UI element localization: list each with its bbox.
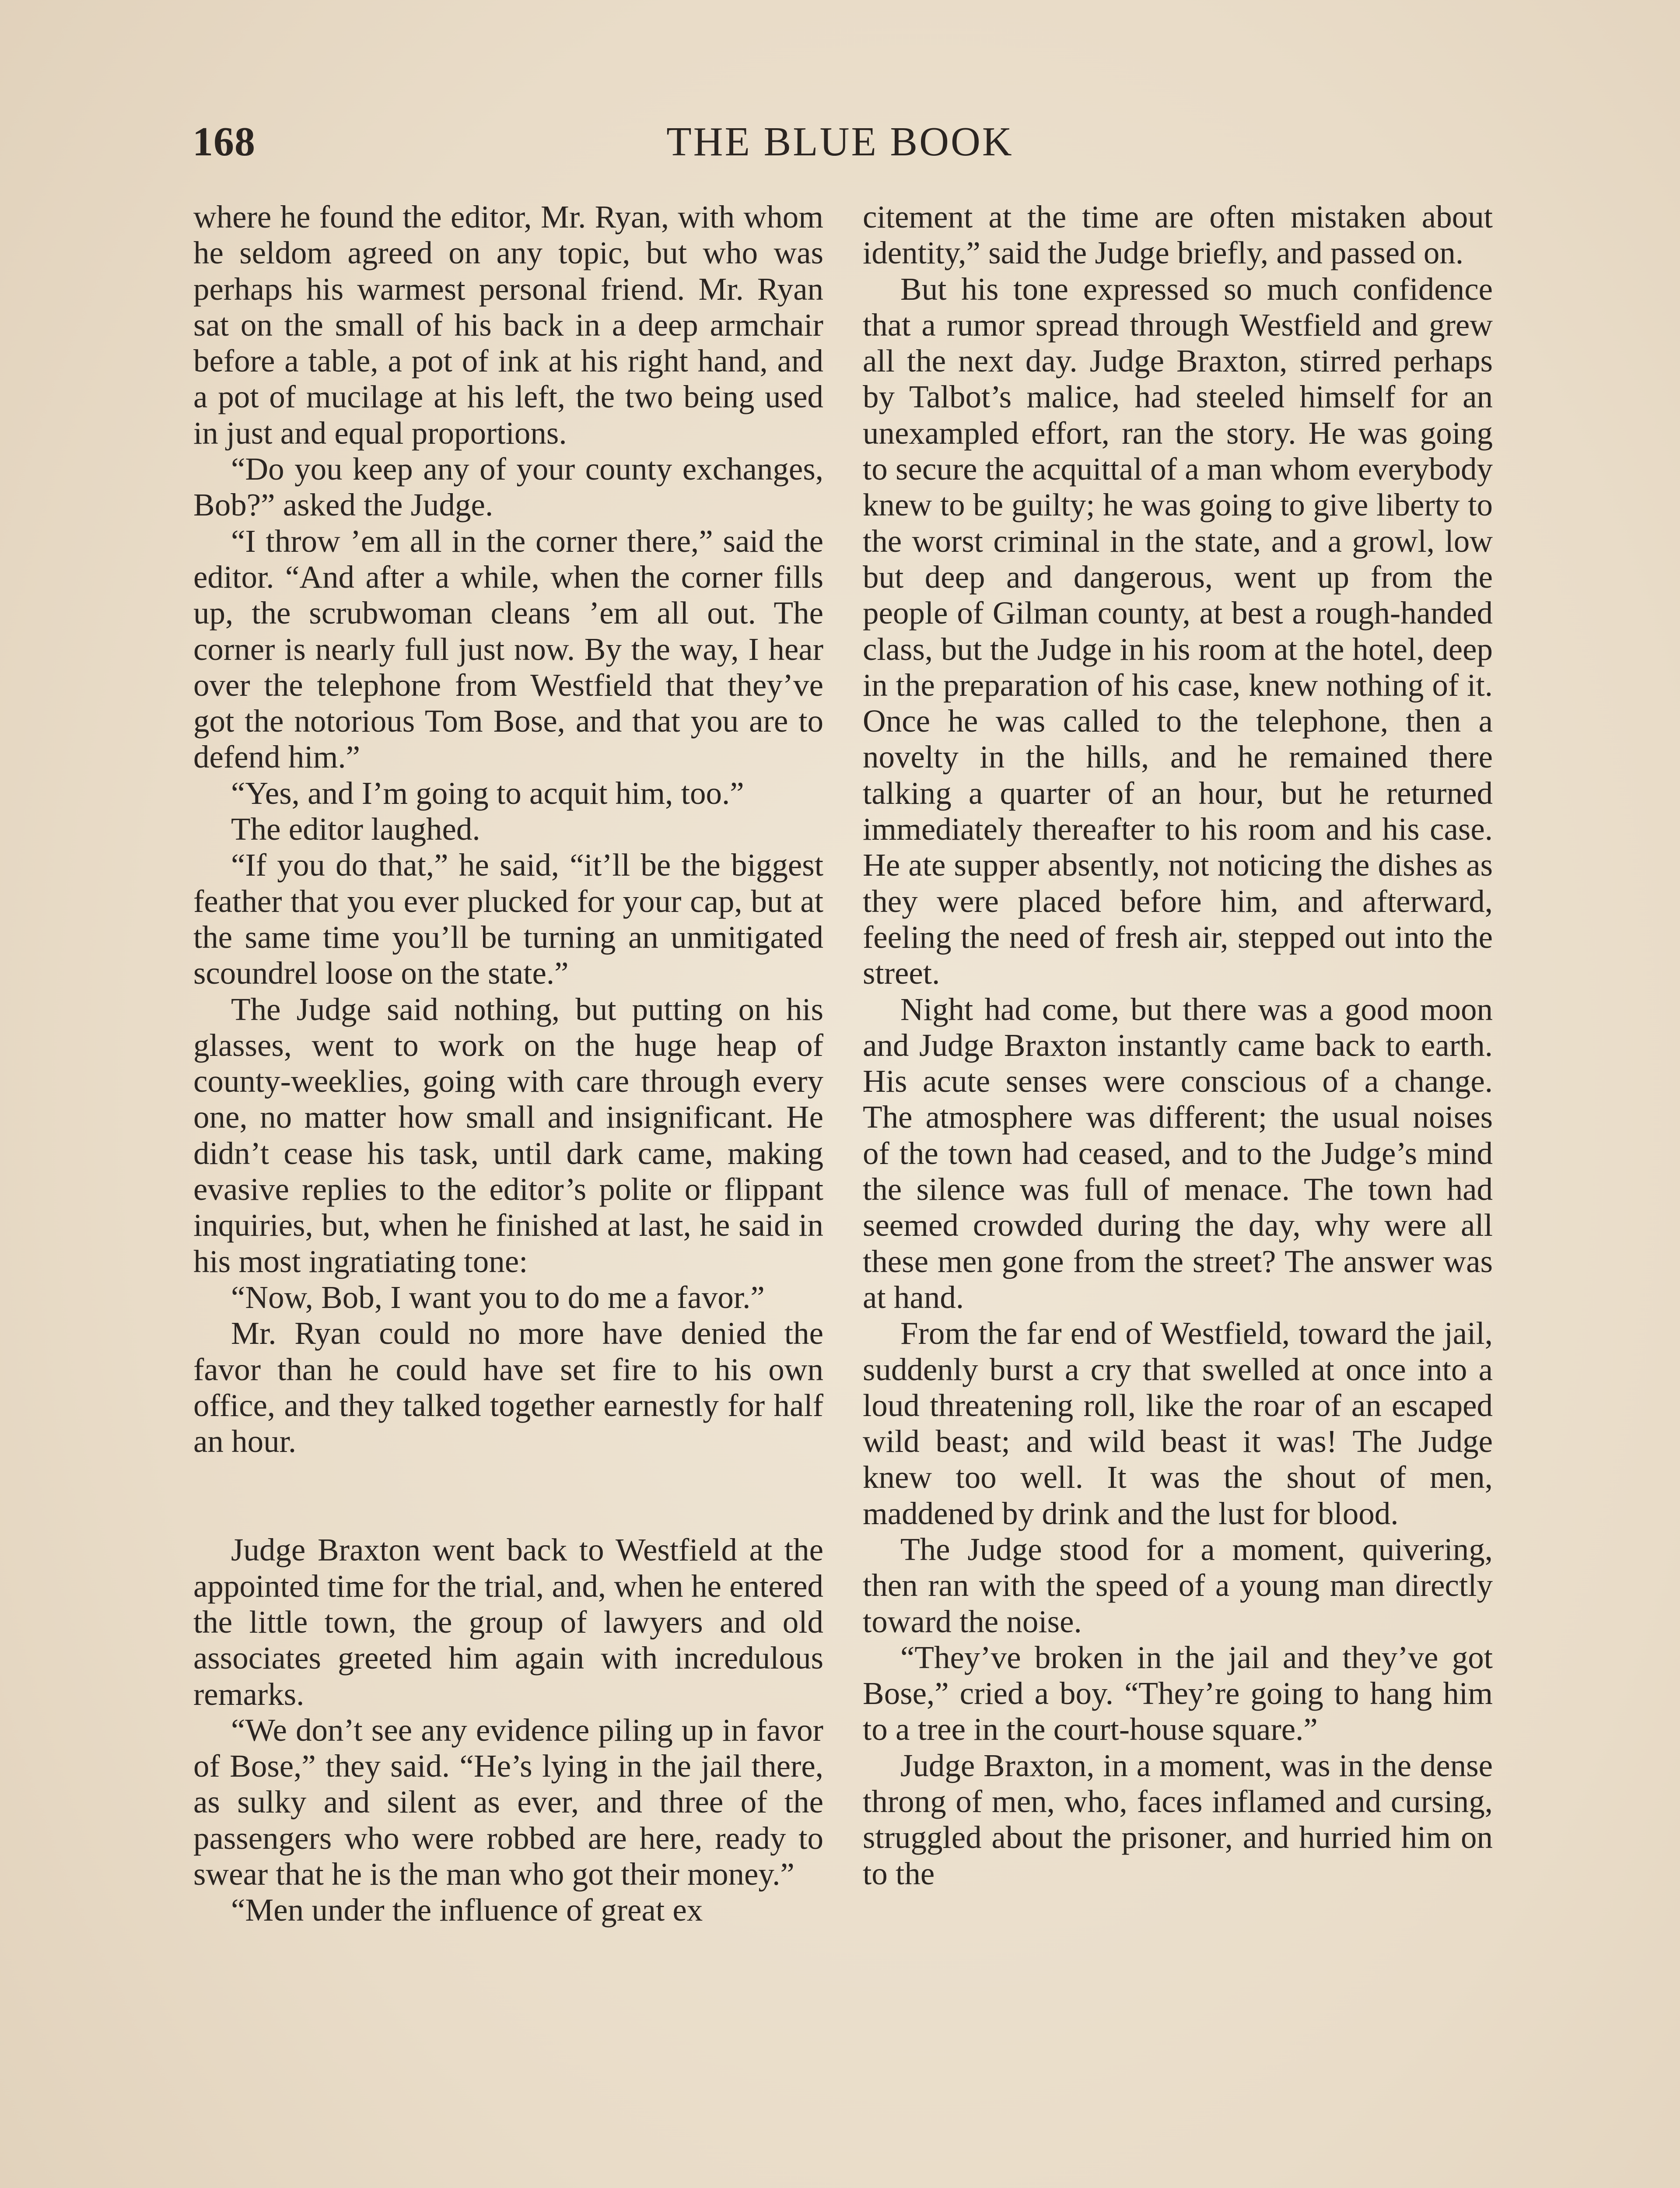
paragraph: The editor laughed.	[231, 811, 480, 847]
right-column	[863, 199, 1493, 1892]
paragraph: “Do you keep any of your county exchanges, Bob?” asked the Judge.	[193, 451, 823, 523]
page-header	[192, 118, 1488, 175]
paragraph: Judge Braxton went back to Westfield at the appointed time for the trial, and, when he entered the little town, the group of lawyers and old associates greeted him again with incredulous remarks.	[193, 1532, 823, 1712]
running-title: THE BLUE BOOK	[666, 119, 1014, 165]
section-break	[193, 1459, 823, 1532]
paragraph: “They’ve broken in the jail and they’ve got Bose,” cried a boy. “They’re going to hang him to a tree in the court-house square.”	[863, 1639, 1493, 1747]
left-column	[193, 199, 823, 1929]
paragraph: citement at the time are often mistaken about identity,” said the Judge briefly, and passed on.	[863, 199, 1493, 271]
paragraph: “Men under the influence of great ex	[231, 1892, 703, 1928]
paragraph: “I throw ’em all in the corner there,” said the editor. “And after a while, when the corner fills up, the scrubwoman cleans ’em all out. The corner is nearly full just now. By the way, I hear over the telephone from Westfield that they’ve got the notorious Tom Bose, and that you are to defend him.”	[193, 523, 823, 775]
paragraph: “We don’t see any evidence piling up in favor of Bose,” they said. “He’s lying in the jail there, as sulky and silent as ever, and three of the passengers who were robbed are here, ready to swear that he is the man who got their money.”	[193, 1712, 823, 1892]
page-number: 168	[192, 119, 256, 165]
paragraph: Night had come, but there was a good moon and Judge Braxton instantly came back to earth. His acute senses were conscious of a change. The atmosphere was different; the usual noises of the town had ceased, and to the Judge’s mind the silence was full of menace. The town had seemed crowded during the day, why were all these men gone from the street? The answer was at hand.	[863, 991, 1493, 1315]
paragraph: The Judge stood for a moment, quivering, then ran with the speed of a young man directly toward the noise.	[863, 1531, 1493, 1639]
paragraph: where he found the editor, Mr. Ryan, with whom he seldom agreed on any topic, but who was perhaps his warmest personal friend. Mr. Ryan sat on the small of his back in a deep armchair before a table, a pot of ink at his right hand, and a pot of mucilage at his left, the two being used in just and equal proportions.	[193, 199, 823, 451]
paragraph: The Judge said nothing, but putting on his glasses, went to work on the huge heap of county-weeklies, going with care through every one, no matter how small and insignificant. He didn’t cease his task, until dark came, making evasive replies to the editor’s polite or flippant inquiries, but, when he finished at last, he said in his most ingratiating tone:	[193, 991, 823, 1279]
paragraph: Judge Braxton, in a moment, was in the dense throng of men, who, faces inflamed and cursing, struggled about the prisoner, and hurried him on to the	[863, 1747, 1493, 1891]
paragraph: Mr. Ryan could no more have denied the favor than he could have set fire to his own office, and they talked together earnestly for half an hour.	[193, 1315, 823, 1459]
paragraph: “If you do that,” he said, “it’ll be the biggest feather that you ever plucked for your cap, but at the same time you’ll be turning an unmitigated scoundrel loose on the state.”	[193, 847, 823, 991]
paragraph: From the far end of Westfield, toward the jail, suddenly burst a cry that swelled at once into a loud threatening roll, like the roar of an escaped wild beast; and wild beast it was! The Judge knew too well. It was the shout of men, maddened by drink and the lust for blood.	[863, 1315, 1493, 1531]
paragraph: But his tone expressed so much confidence that a rumor spread through Westfield and grew all the next day. Judge Braxton, stirred perhaps by Talbot’s malice, had steeled himself for an unexampled effort, ran the story. He was going to secure the acquittal of a man whom everybody knew to be guilty; he was going to give liberty to the worst criminal in the state, and a growl, low but deep and dangerous, went up from the people of Gilman county, at best a rough-handed class, but the Judge in his room at the hotel, deep in the preparation of his case, knew nothing of it. Once he was called to the telephone, then a novelty in the hills, and he remained there talking a quarter of an hour, but he returned immediately thereafter to his room and his case. He ate supper absently, not noticing the dishes as they were placed before him, and afterward, feeling the need of fresh air, stepped out into the street.	[863, 271, 1493, 991]
paragraph: “Yes, and I’m going to acquit him, too.”	[231, 775, 744, 811]
paragraph: “Now, Bob, I want you to do me a favor.”	[231, 1279, 765, 1315]
